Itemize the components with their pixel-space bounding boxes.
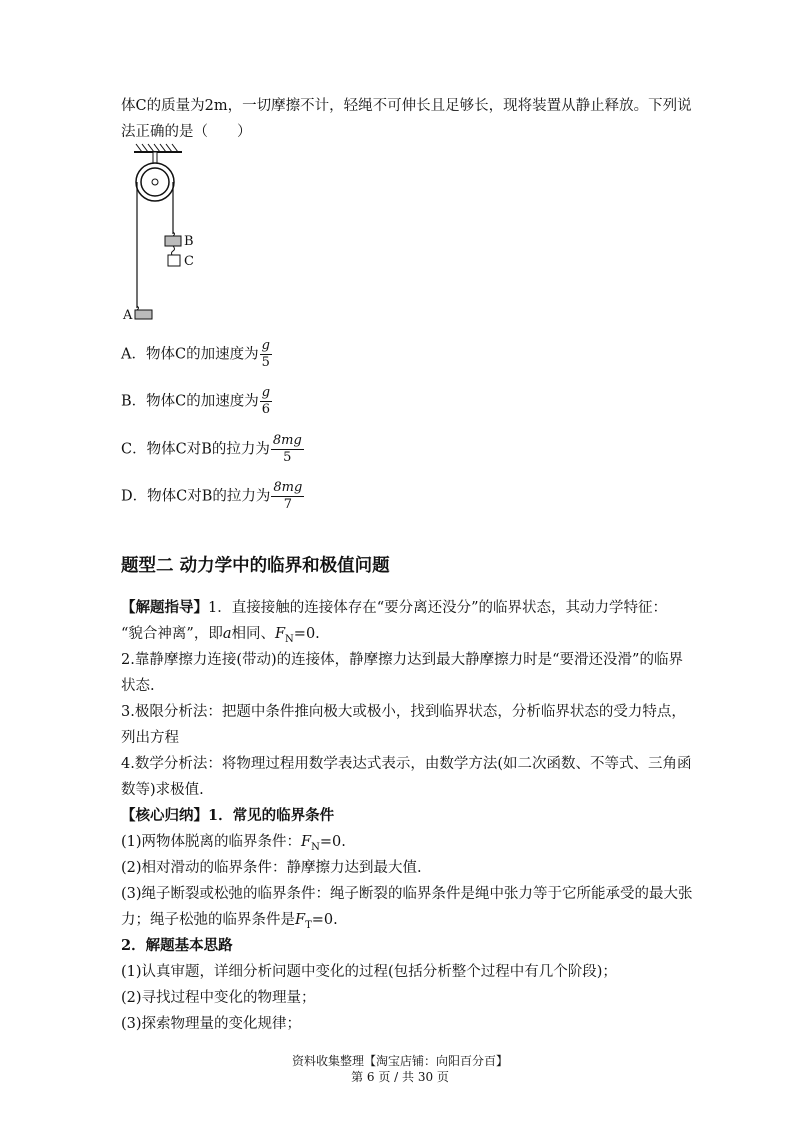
problem-line-1: 体C的质量为2m，一切摩擦不计，轻绳不可伸长且足够长，现将装置从静止释放。下列说 xyxy=(121,98,692,114)
option-d[interactable] xyxy=(121,480,304,513)
core-item-3a: (3)绳子断裂或松弛的临界条件：绳子断裂的临界条件是绳中张力等于它所能承受的最大张 xyxy=(121,886,693,902)
footer-source: 资料收集整理【淘宝店铺：向阳百分百】 xyxy=(291,1054,508,1068)
guide-line-3b: 列出方程 xyxy=(121,730,179,746)
pulley-diagram xyxy=(118,140,218,330)
label-c: C xyxy=(184,254,194,269)
guide-line-3a: 3.极限分析法：把题中条件推向极大或极小，找到临界状态，分析临界状态的受力特点， xyxy=(121,704,686,720)
core-item-1: (1)两物体脱离的临界条件：$F_N=0$. xyxy=(121,834,346,853)
label-a: A xyxy=(123,308,133,323)
option-d-fraction: $\frac{8mg}{7}$ xyxy=(273,480,303,512)
guide-line-1b: “貌合神离”，即a相同、$F_N=0$. xyxy=(121,626,320,645)
option-a[interactable] xyxy=(121,338,272,371)
option-d-text: D．物体C对B的拉力为 xyxy=(121,488,271,505)
option-a-fraction: $\frac{g}{5}$ xyxy=(261,338,270,370)
core-item-3b: 力；绳子松弛的临界条件是$F_T=0$. xyxy=(121,912,338,931)
option-b-fraction: $\frac{g}{6}$ xyxy=(261,385,271,417)
option-b[interactable] xyxy=(121,385,272,418)
guide-line-2b: 状态. xyxy=(121,678,155,694)
step-1: (1)认真审题，详细分析问题中变化的过程(包括分析整个过程中有几个阶段)； xyxy=(121,964,617,980)
step-3: (3)探索物理量的变化规律； xyxy=(121,1016,302,1032)
option-c[interactable] xyxy=(121,433,304,466)
guide-line-2a: 2.靠静摩擦力连接(带动)的连接体，静摩擦力达到最大静摩擦力时是“要滑还没滑”的临界 xyxy=(121,652,683,668)
problem-line-2: 法正确的是（ ） xyxy=(121,124,252,140)
option-b-text: B．物体C的加速度为 xyxy=(121,393,259,410)
option-a-text: A．物体C的加速度为 xyxy=(121,346,259,363)
steps-title: 2．解题基本思路 xyxy=(121,937,233,954)
label-b: B xyxy=(184,234,194,249)
guide-line-1a: 【解题指导】1．直接接触的连接体存在“要分离还没分”的临界状态，其动力学特征： xyxy=(121,599,668,616)
core-title: 【核心归纳】1．常见的临界条件 xyxy=(121,807,335,824)
option-c-fraction: $\frac{8mg}{5}$ xyxy=(272,433,302,465)
guide-line-4a: 4.数学分析法：将物理过程用数学表达式表示，由数学方法(如二次函数、不等式、三角函 xyxy=(121,756,692,772)
guide-line-4b: 数等)求极值. xyxy=(121,782,204,798)
guide-tag: 【解题指导】 xyxy=(121,599,208,616)
footer-page-number: 第 6 页 / 共 30 页 xyxy=(351,1070,449,1084)
step-2: (2)寻找过程中变化的物理量； xyxy=(121,990,316,1006)
option-c-text: C．物体C对B的拉力为 xyxy=(121,441,270,458)
core-item-2: (2)相对滑动的临界条件：静摩擦力达到最大值. xyxy=(121,860,422,876)
section-title: 题型二 动力学中的临界和极值问题 xyxy=(121,556,390,576)
